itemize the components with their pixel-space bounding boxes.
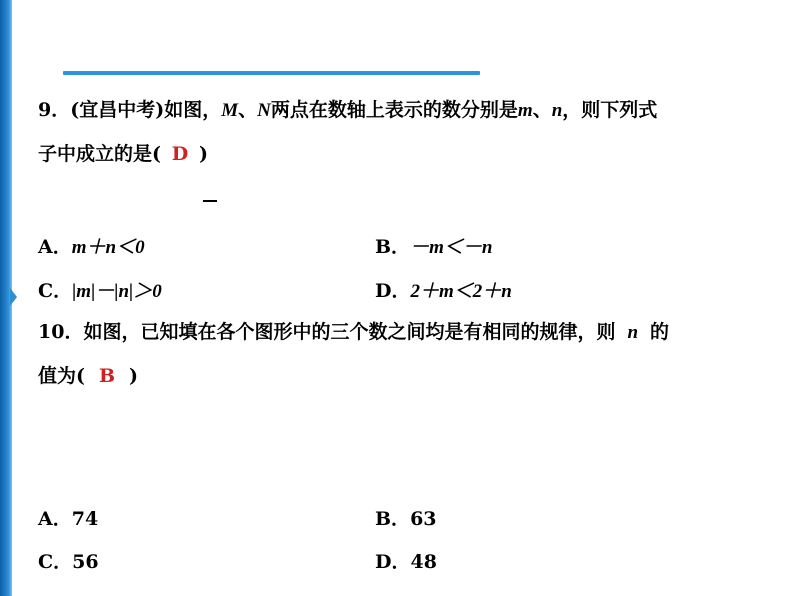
q9-text-4: 子中成立的是( (38, 143, 161, 165)
q9-option-C-label: C． (38, 280, 73, 302)
q10-line-1 (38, 320, 669, 345)
q10-option-B-text: 63 (410, 508, 437, 530)
q9-var-m: m (517, 100, 533, 121)
q10-option-D (375, 550, 437, 574)
q9-option-B (375, 235, 492, 260)
q10-option-D-text: 48 (410, 551, 437, 573)
q9-answer: D (171, 143, 189, 165)
q10-text-1: 如图，已知填在各个图形中的三个数之间均是有相同的规律，则 (83, 321, 616, 343)
q10-option-C (38, 550, 99, 574)
q10-number: 10． (38, 321, 84, 343)
q10-option-A-label: A． (38, 508, 72, 530)
q9-option-A-label: A． (38, 236, 72, 258)
q10-option-C-text: 56 (72, 551, 99, 573)
q10-text-3: 值为( (38, 365, 85, 387)
q10-text-2: 的 (650, 321, 670, 343)
q10-option-A (38, 507, 98, 531)
q9-option-A-text: m＋n＜0 (71, 237, 145, 258)
q9-sep-1: 、 (238, 99, 258, 121)
q9-line-2 (38, 142, 208, 166)
q9-text-3: ，则下列式 (562, 99, 658, 121)
q10-var-n: n (627, 322, 639, 343)
q9-number: 9． (38, 99, 71, 121)
q10-close-paren: ) (129, 365, 138, 387)
q9-option-B-label: B． (375, 236, 411, 258)
sidebar-notch-icon (10, 288, 17, 306)
q9-line-1 (38, 98, 657, 123)
q10-option-B-label: B． (375, 508, 411, 530)
q9-option-D (375, 279, 512, 304)
q9-close-paren: ) (199, 143, 208, 165)
q10-option-D-label: D． (375, 551, 411, 573)
q10-option-C-label: C． (38, 551, 73, 573)
header-rule (63, 71, 480, 75)
q9-option-B-text: －m＜－n (410, 237, 493, 258)
q9-option-A (38, 235, 145, 260)
q9-text-1: 如图， (164, 99, 222, 121)
q9-option-D-label: D． (375, 280, 411, 302)
q10-option-B (375, 507, 437, 531)
q10-line-2 (38, 364, 138, 388)
q9-var-n: n (551, 100, 563, 121)
q9-option-C (38, 279, 162, 304)
q9-text-2: 两点在数轴上表示的数分别是 (270, 99, 518, 121)
q9-var-N: N (257, 100, 271, 121)
q9-sep-2: 、 (532, 99, 552, 121)
q9-option-C-text: |m|－|n|＞0 (72, 281, 162, 302)
q10-answer: B (98, 365, 116, 387)
number-line-figure-placeholder (203, 200, 217, 202)
q9-var-M: M (221, 100, 239, 121)
q9-source: (宜昌中考) (70, 99, 165, 121)
q9-option-D-text: 2＋m＜2＋n (410, 281, 512, 302)
q10-option-A-text: 74 (71, 508, 99, 530)
